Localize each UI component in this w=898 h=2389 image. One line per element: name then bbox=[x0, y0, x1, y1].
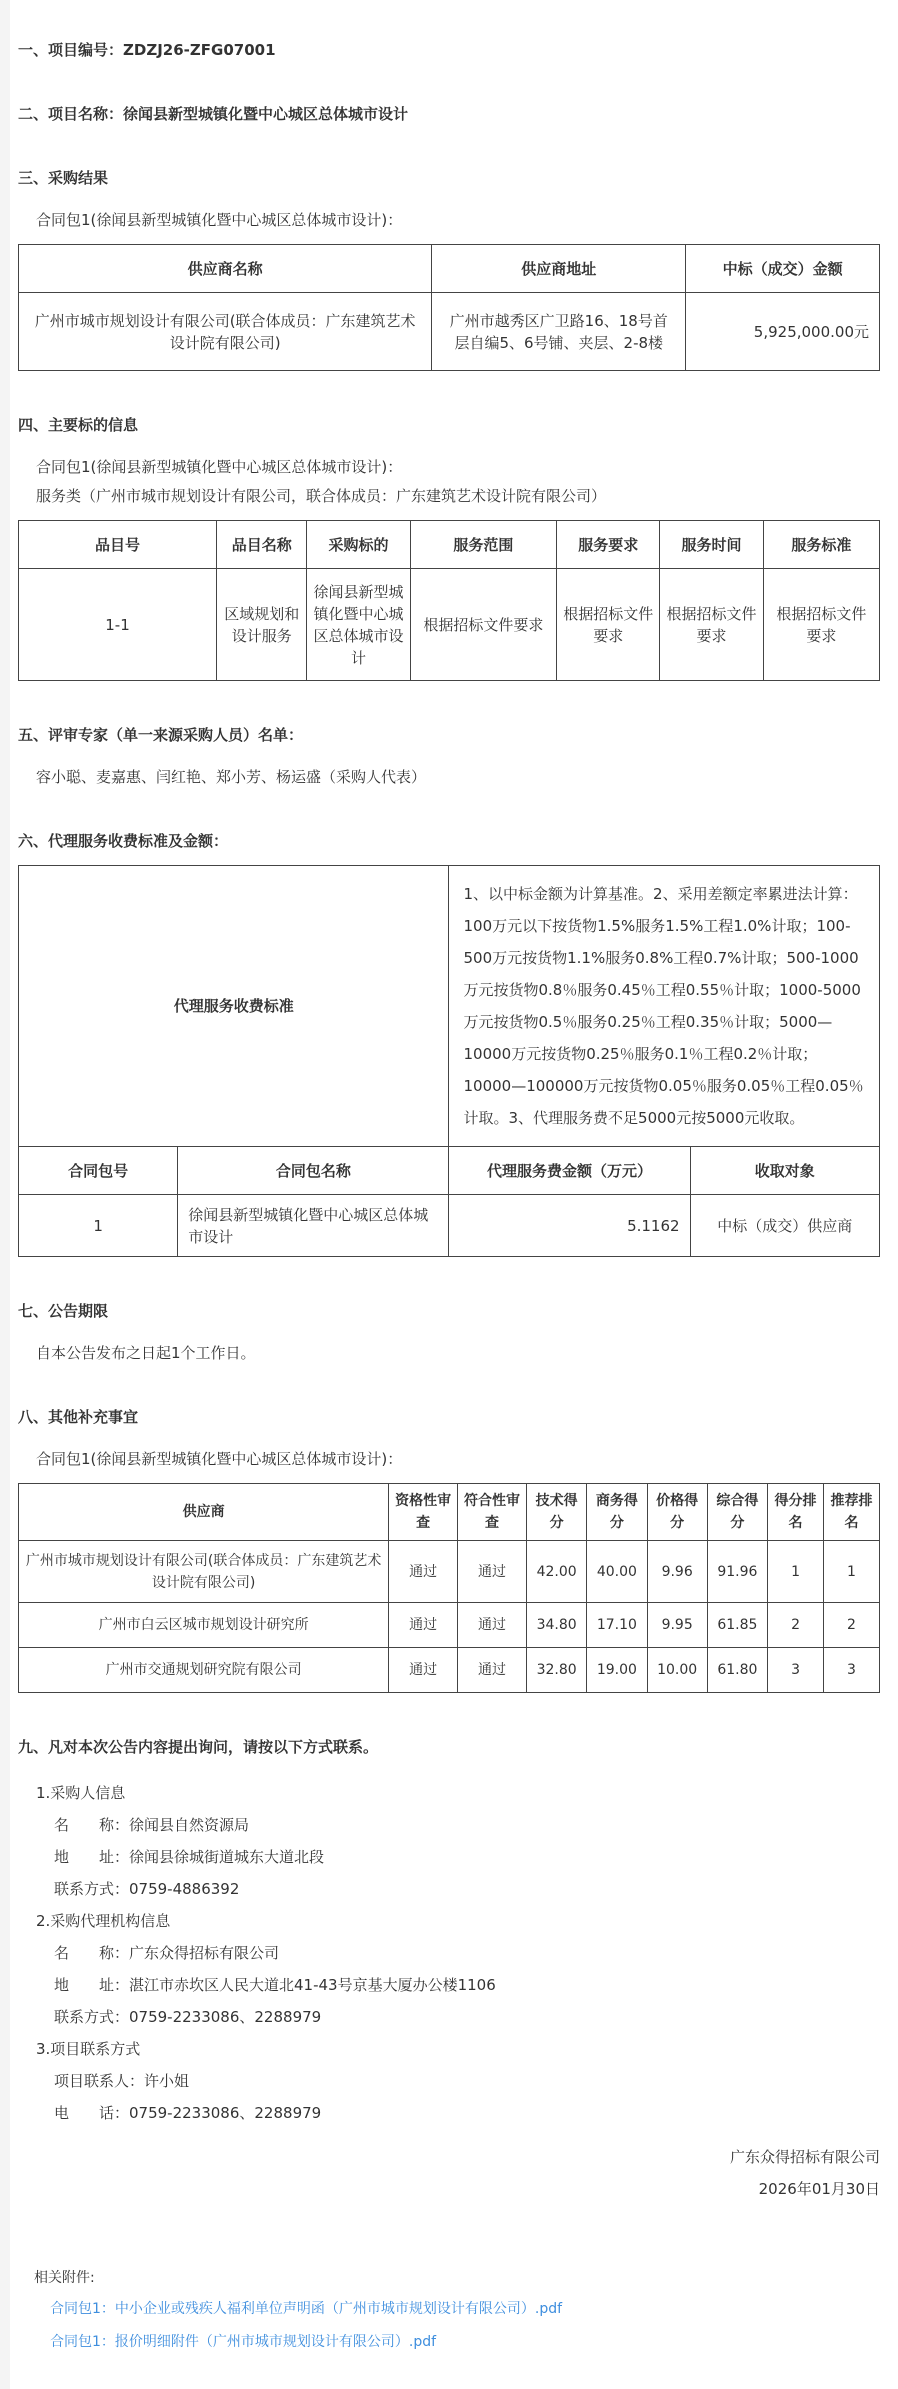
cell-supplier: 广州市白云区城市规划设计研究所 bbox=[19, 1603, 389, 1648]
column-header-price-score: 价格得分 bbox=[647, 1484, 707, 1541]
table-header-row bbox=[19, 245, 880, 293]
agency-name-line: 名 称：广东众得招标有限公司 bbox=[54, 1944, 280, 1962]
cell-price: 10.00 bbox=[647, 1648, 707, 1693]
cell-package-name: 徐闻县新型城镇化暨中心城区总体城市设计 bbox=[178, 1195, 449, 1257]
cell-service-scope: 根据招标文件要求 bbox=[410, 569, 556, 681]
cell-total: 61.85 bbox=[707, 1603, 767, 1648]
cell-service-standard: 根据招标文件要求 bbox=[763, 569, 879, 681]
section-result-heading: 三、采购结果 bbox=[18, 169, 109, 187]
cell-score-rank: 2 bbox=[768, 1603, 824, 1648]
column-header-supplier: 供应商 bbox=[19, 1484, 389, 1541]
column-header-business-score: 商务得分 bbox=[587, 1484, 647, 1541]
cell-supplier: 广州市城市规划设计有限公司(联合体成员：广东建筑艺术设计院有限公司) bbox=[19, 1541, 389, 1603]
column-header-item-no: 品目号 bbox=[19, 521, 217, 569]
cell-service-require: 根据招标文件要求 bbox=[557, 569, 660, 681]
purchaser-tel-line: 联系方式：0759-4886392 bbox=[54, 1880, 240, 1898]
cell-award-amount: 5,925,000.00元 bbox=[686, 293, 880, 371]
signature-block bbox=[18, 2141, 880, 2205]
column-header-procurement-target: 采购标的 bbox=[307, 521, 410, 569]
column-header-service-standard: 服务标准 bbox=[763, 521, 879, 569]
purchaser-address-line: 地 址：徐闻县徐城街道城东大道北段 bbox=[54, 1848, 325, 1866]
column-header-recommend-rank: 推荐排名 bbox=[824, 1484, 880, 1541]
page-left-edge bbox=[0, 0, 10, 2389]
cell-technical: 32.80 bbox=[526, 1648, 586, 1693]
cell-conformity: 通过 bbox=[458, 1648, 527, 1693]
column-header-technical-score: 技术得分 bbox=[526, 1484, 586, 1541]
cell-item-name: 区域规划和设计服务 bbox=[217, 569, 307, 681]
cell-item-no: 1-1 bbox=[19, 569, 217, 681]
attachment-link-declaration-pdf[interactable]: 合同包1：中小企业或残疾人福利单位声明函（广州市城市规划设计有限公司）.pdf bbox=[50, 2301, 563, 2317]
column-header-total-score: 综合得分 bbox=[707, 1484, 767, 1541]
cell-qualification: 通过 bbox=[389, 1648, 458, 1693]
cell-procurement-target: 徐闻县新型城镇化暨中心城区总体城市设计 bbox=[307, 569, 410, 681]
agency-tel-line: 联系方式：0759-2233086、2288979 bbox=[54, 2008, 322, 2026]
supplier-score-table bbox=[18, 1483, 880, 1693]
table-row bbox=[19, 1195, 880, 1257]
cell-recommend-rank: 3 bbox=[824, 1648, 880, 1693]
cell-supplier: 广州市交通规划研究院有限公司 bbox=[19, 1648, 389, 1693]
section-subject-heading: 四、主要标的信息 bbox=[18, 416, 139, 434]
column-header-package-name: 合同包名称 bbox=[178, 1147, 449, 1195]
notice-period-text: 自本公告发布之日起1个工作日。 bbox=[36, 1344, 256, 1362]
attachments-block bbox=[18, 2263, 880, 2359]
result-package-line: 合同包1(徐闻县新型城镇化暨中心城区总体城市设计)： bbox=[36, 211, 403, 229]
agency-info-title: 2.采购代理机构信息 bbox=[36, 1912, 171, 1930]
section-project-name-heading: 二、项目名称：徐闻县新型城镇化暨中心城区总体城市设计 bbox=[18, 105, 409, 123]
subject-info-table bbox=[18, 520, 880, 681]
column-header-item-name: 品目名称 bbox=[217, 521, 307, 569]
column-header-service-time: 服务时间 bbox=[660, 521, 763, 569]
table-row bbox=[19, 1541, 880, 1603]
column-header-fee-payer: 收取对象 bbox=[690, 1147, 879, 1195]
cell-business: 17.10 bbox=[587, 1603, 647, 1648]
cell-fee-payer: 中标（成交）供应商 bbox=[690, 1195, 879, 1257]
purchaser-info-title: 1.采购人信息 bbox=[36, 1784, 126, 1802]
subject-service-line: 服务类（广州市城市规划设计有限公司，联合体成员：广东建筑艺术设计院有限公司） bbox=[36, 487, 607, 505]
cell-price: 9.95 bbox=[647, 1603, 707, 1648]
attachment-link-quotation-pdf[interactable]: 合同包1：报价明细附件（广州市城市规划设计有限公司）.pdf bbox=[50, 2334, 437, 2350]
section-project-number-heading: 一、项目编号：ZDZJ26-ZFG07001 bbox=[18, 41, 276, 59]
contact-info-block bbox=[18, 1777, 880, 2129]
cell-recommend-rank: 2 bbox=[824, 1603, 880, 1648]
cell-technical: 42.00 bbox=[526, 1541, 586, 1603]
table-header-row bbox=[19, 521, 880, 569]
table-row bbox=[19, 1648, 880, 1693]
cell-score-rank: 1 bbox=[768, 1541, 824, 1603]
section-experts-heading: 五、评审专家（单一来源采购人员）名单： bbox=[18, 726, 304, 744]
project-contact-person-line: 项目联系人：许小姐 bbox=[54, 2072, 190, 2090]
project-contact-tel-line: 电 话：0759-2233086、2288979 bbox=[54, 2104, 322, 2122]
fee-standard-row bbox=[19, 866, 880, 1147]
procurement-result-table bbox=[18, 244, 880, 371]
section-notice-period-heading: 七、公告期限 bbox=[18, 1302, 109, 1320]
column-header-award-amount: 中标（成交）金额 bbox=[686, 245, 880, 293]
cell-total: 91.96 bbox=[707, 1541, 767, 1603]
column-header-qualification-review: 资格性审查 bbox=[389, 1484, 458, 1541]
column-header-supplier-address: 供应商地址 bbox=[432, 245, 686, 293]
table-header-row bbox=[19, 1147, 880, 1195]
section-supplement-heading: 八、其他补充事宜 bbox=[18, 1408, 139, 1426]
cell-fee-standard-text: 1、以中标金额为计算基准。2、采用差额定率累进法计算：100万元以下按货物1.5%服务1.5%工程1.0%计取；100-500万元按货物1.1%服务0.8%工程0.7%计取；500-1000万元按货物0.8％服务0.45％工程0.55％计取；1000-5000万元按货物0.5％服务0.25％工程0.35％计取；5000—10000万元按货物0.25％服务0.1％工程0.2％计取；10000—100000万元按货物0.05％服务0.05％工程0.05％计取。3、代理服务费不足5000元按5000元收取。 bbox=[449, 866, 880, 1147]
cell-price: 9.96 bbox=[647, 1541, 707, 1603]
table-row bbox=[19, 293, 880, 371]
cell-supplier-name: 广州市城市规划设计有限公司(联合体成员：广东建筑艺术设计院有限公司) bbox=[19, 293, 432, 371]
cell-total: 61.80 bbox=[707, 1648, 767, 1693]
column-header-supplier-name: 供应商名称 bbox=[19, 245, 432, 293]
agency-fee-table bbox=[18, 865, 880, 1257]
agency-address-line: 地 址：湛江市赤坎区人民大道北41-43号京基大厦办公楼1106 bbox=[54, 1976, 496, 1994]
cell-technical: 34.80 bbox=[526, 1603, 586, 1648]
experts-names: 容小聪、麦嘉惠、闫红艳、郑小芳、杨运盛（采购人代表） bbox=[36, 768, 427, 786]
column-header-package-no: 合同包号 bbox=[19, 1147, 178, 1195]
cell-service-time: 根据招标文件要求 bbox=[660, 569, 763, 681]
section-contact-heading: 九、凡对本次公告内容提出询问，请按以下方式联系。 bbox=[18, 1738, 379, 1756]
cell-fee-amount: 5.1162 bbox=[449, 1195, 690, 1257]
cell-qualification: 通过 bbox=[389, 1603, 458, 1648]
cell-qualification: 通过 bbox=[389, 1541, 458, 1603]
table-row bbox=[19, 569, 880, 681]
cell-recommend-rank: 1 bbox=[824, 1541, 880, 1603]
column-header-service-scope: 服务范围 bbox=[410, 521, 556, 569]
column-header-conformity-review: 符合性审查 bbox=[458, 1484, 527, 1541]
column-header-service-require: 服务要求 bbox=[557, 521, 660, 569]
cell-score-rank: 3 bbox=[768, 1648, 824, 1693]
signature-date: 2026年01月30日 bbox=[758, 2180, 880, 2198]
cell-package-no: 1 bbox=[19, 1195, 178, 1257]
table-row bbox=[19, 1603, 880, 1648]
cell-business: 40.00 bbox=[587, 1541, 647, 1603]
cell-supplier-address: 广州市越秀区广卫路16、18号首层自编5、6号铺、夹层、2-8楼 bbox=[432, 293, 686, 371]
column-header-score-rank: 得分排名 bbox=[768, 1484, 824, 1541]
table-header-row bbox=[19, 1484, 880, 1541]
project-contact-title: 3.项目联系方式 bbox=[36, 2040, 141, 2058]
supplement-package-line: 合同包1(徐闻县新型城镇化暨中心城区总体城市设计)： bbox=[36, 1450, 403, 1468]
cell-conformity: 通过 bbox=[458, 1603, 527, 1648]
subject-package-line: 合同包1(徐闻县新型城镇化暨中心城区总体城市设计)： bbox=[36, 458, 403, 476]
cell-business: 19.00 bbox=[587, 1648, 647, 1693]
cell-conformity: 通过 bbox=[458, 1541, 527, 1603]
purchaser-name-line: 名 称：徐闻县自然资源局 bbox=[54, 1816, 250, 1834]
signature-company: 广东众得招标有限公司 bbox=[729, 2148, 880, 2166]
column-header-fee-amount: 代理服务费金额（万元） bbox=[449, 1147, 690, 1195]
section-agency-fee-heading: 六、代理服务收费标准及金额： bbox=[18, 832, 229, 850]
cell-fee-standard-label: 代理服务收费标准 bbox=[19, 866, 449, 1147]
attachments-label: 相关附件: bbox=[34, 2270, 95, 2286]
